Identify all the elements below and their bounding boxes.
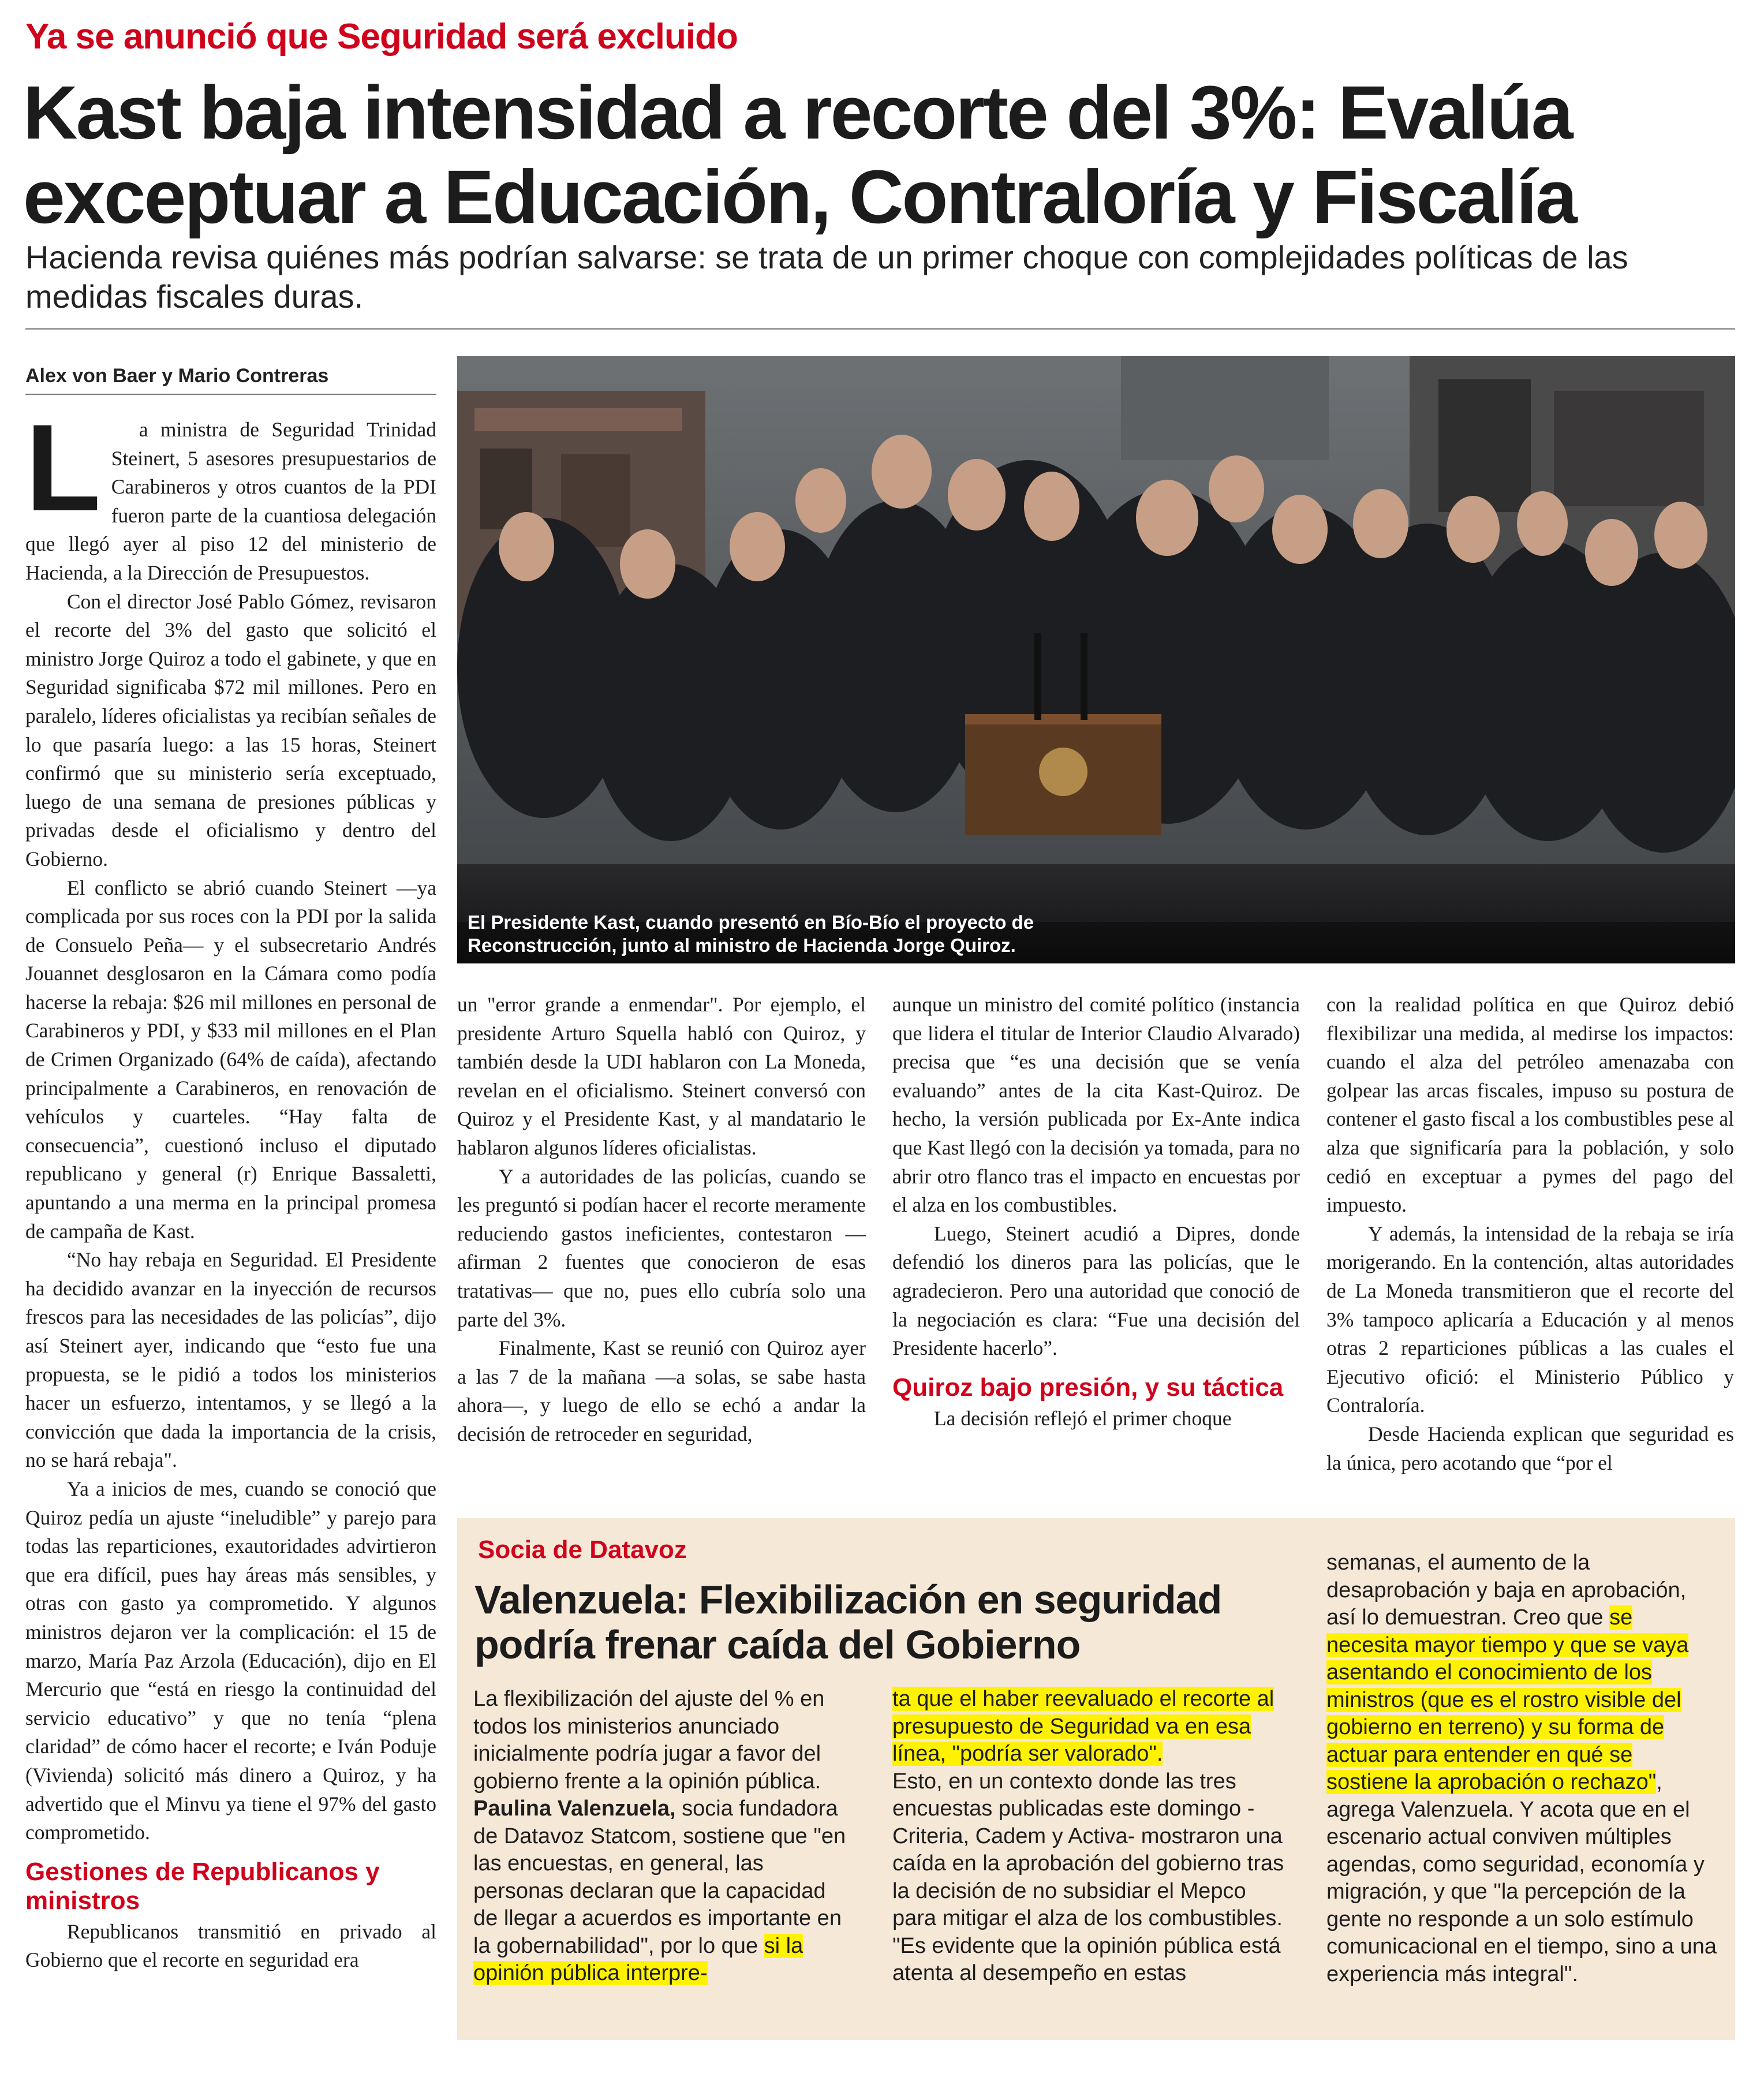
subheading: Quiroz bajo presión, y su táctica [892, 1373, 1284, 1402]
photo [457, 356, 1735, 963]
paragraph: Y a autoridades de las policías, cuando se les preguntó si podían hacer el recorte meramente reduciendo gastos ineficientes, contestaron —afirman 2 fuentes que conocieron de esas tratativas— que no, pues ello cubría solo una parte del 3%. [457, 1164, 866, 1331]
header-divider [25, 328, 1735, 330]
paragraph-text: socia fundadora de Datavoz Statcom, sostiene que "en las encuestas, en general, las personas declaran que la capacidad de llegar a acuerdos es importante en la gobernabilidad", por lo que [473, 1796, 846, 1958]
deck: Hacienda revisa quiénes más podrían salvarse: se trata de un primer choque con complejidades políticas de las medidas fiscales duras. [25, 239, 1628, 315]
paragraph-text: semanas, el aumento de la desaprobación y baja en aprobación, así lo demuestran. Creo que [1326, 1551, 1687, 1630]
byline-divider [25, 394, 436, 395]
article-column-3 [892, 991, 1300, 1433]
paragraph: “No hay rebaja en Seguridad. El Presidente ha decidido avanzar en la inyección de recursos frescos para las necesidades de las policías”, dijo así Steinert ayer, indicando que “esto fue una propuesta, se le pidió a todos los ministerios hacer un esfuerzo, intentamos, y se llegó a la convicción que dada la importancia de la crisis, no se hará rebaja". [25, 1248, 436, 1472]
sidebar-title: Valenzuela: Flexibilización en seguridad podría frenar caída del Gobierno [474, 1577, 1222, 1667]
paragraph [1326, 1549, 1719, 1988]
paragraph: La flexibilización del ajuste del % en todos los ministerios anunciado inicialmente podría jugar a favor del gobierno frente a la opinión pública. [473, 1687, 825, 1794]
paragraph: con la realidad política en que Quiroz debió flexibilizar una medida, al medirse los impactos: cuando el alza del petróleo amenazaba con golpear las arcas fiscales, impuso su postura de contener el gasto fiscal a los combustibles pese al alza que significaría para la población, y solo cedió en exceptuar a pymes del pago del impuesto. [1326, 993, 1734, 1217]
paragraph [473, 1795, 854, 1988]
subheading: Gestiones de Republicanos y ministros [25, 1857, 380, 1915]
sidebar-kicker: Socia de Datavoz [478, 1536, 687, 1564]
article-column-4 [1326, 991, 1734, 1477]
paragraph: La decisión reflejó el primer choque [934, 1406, 1232, 1430]
sidebar-column-1 [473, 1686, 854, 1988]
interviewee-name: Paulina Valenzuela, [473, 1796, 676, 1821]
paragraph: Luego, Steinert acudió a Dipres, donde defendió los dineros para las policías, que le agradecieron. Pero una autoridad que conoció de la negociación es clara: “Fue una decisión del Presidente hacerlo”. [892, 1221, 1300, 1360]
highlighted-text: si la opinión pública interpre- [473, 1933, 803, 1985]
byline: Alex von Baer y Mario Contreras [25, 365, 329, 387]
kicker: Ya se anunció que Seguridad será excluido [25, 17, 738, 57]
sidebar-column-2 [892, 1686, 1291, 1988]
highlighted-text: se necesita mayor tiempo y que se vaya asentando el conocimiento de los ministros (que es el rostro visible del gobierno en terreno) y su forma de actuar para entender en qué se sostiene la aprobación o rechazo" [1326, 1605, 1689, 1794]
paragraph [892, 1686, 1291, 1768]
drop-cap: L [25, 399, 101, 537]
paragraph: Desde Hacienda explican que seguridad es la única, pero acotando que “por el [1326, 1422, 1734, 1474]
paragraph-text: , agrega Valenzuela. Y acota que en el escenario actual conviven múltiples agendas, como seguridad, economía y migración, y que "la percepción de la gente no responde a un solo estímulo comunicacional en el tiempo, sino a una experiencia más integral". [1326, 1770, 1717, 1986]
sidebar-column-3 [1326, 1549, 1719, 1988]
paragraph: "Es evidente que la opinión pública está atenta al desempeño en estas [892, 1933, 1281, 1985]
photo-caption: El Presidente Kast, cuando presentó en Bío-Bío el proyecto de Reconstrucción, junto al ministro de Hacienda Jorge Quiroz. [468, 911, 1034, 956]
paragraph: aunque un ministro del comité político (instancia que lidera el titular de Interior Claudio Alvarado) precisa que “es una decisión que se venía evaluando” antes de la cita Kast-Quiroz. De hecho, la versión publicada por Ex-Ante indica que Kast llegó con la decisión ya tomada, para no abrir otro flanco tras el impacto en encuestas por el alza en los combustibles. [892, 993, 1300, 1217]
paragraph: un "error grande a enmendar". Por ejemplo, el presidente Arturo Squella habló con Quiroz, y también desde la UDI hablaron con La Moneda, revelan en el oficialismo. Steinert conversó con Quiroz y el Presidente Kast, y al mandatario le hablaron algunos líderes oficialistas. [457, 993, 866, 1159]
paragraph: Ya a inicios de mes, cuando se conoció que Quiroz pedía un ajuste “ineludible” y parejo para todas las reparticiones, exautoridades advirtieron que era difícil, pues hay áreas más sensibles, y otras con gasto ya comprometido. Y algunos ministros dejaron ver la complicación: el 15 de marzo, María Paz Arzola (Educación), dijo en El Mercurio que “está en riesgo la continuidad del servicio educativo” y que no tenía “plena claridad” de cómo hacer el recorte; e Iván Poduje (Vivienda) solicitó más dinero a Quiroz, y ha advertido que el Minvu ya tiene el 97% del gasto comprometido. [25, 1477, 436, 1844]
paragraph: Y además, la intensidad de la rebaja se iría morigerando. En la contención, altas autoridades de La Moneda transmitieron que el recorte del 3% tampoco aplicaría a Educación y al menos otras 2 reparticiones públicas a las cuales el Ejecutivo ofició: el Ministerio Público y Contraloría. [1326, 1221, 1734, 1417]
paragraph: Esto, en un contexto donde las tres encuestas publicadas este domingo -Criteria, Cadem y Activa- mostraron una caída en la aprobación del gobierno tras la decisión de no subsidiar el Mepco para mitigar el alza de los combustibles. [892, 1769, 1284, 1930]
paragraph: a ministra de Seguridad Trinidad Steinert, 5 asesores presupuestarios de Carabineros y otros cuantos de la PDI fueron parte de la cuantiosa delegación que llegó ayer al piso 12 del ministerio de Hacienda, a la Dirección de Presupuestos. [25, 418, 436, 584]
article-column-1 [25, 399, 436, 1975]
paragraph: El conflicto se abrió cuando Steinert —ya complicada por sus roces con la PDI por la salida de Consuelo Peña— y el subsecretario Andrés Jouannet desglosaron en la Cámara como podía hacerse la rebaja: $26 mil millones en personal de Carabineros y PDI, y $33 mil millones en el Plan de Crimen Organizado (64% de caída), afectando principalmente a Carabineros, en renovación de vehículos y cuarteles. “Hay falta de consecuencia”, cuestionó incluso el diputado republicano y general (r) Enrique Bassaletti, apuntando a una merma en la principal promesa de campaña de Kast. [25, 876, 436, 1243]
highlighted-text: ta que el haber reevaluado el recorte al presupuesto de Seguridad va en esa línea, "podría ser valorado". [892, 1687, 1275, 1766]
paragraph: Con el director José Pablo Gómez, revisaron el recorte del 3% del gasto que solicitó el ministro Jorge Quiroz a todo el gabinete, y que en Seguridad significaba $72 mil millones. Pero en paralelo, líderes oficialistas ya recibían señales de lo que pasaría luego: a las 15 horas, Steinert confirmó que su ministerio sería exceptuado, luego de una semana de presiones públicas y privadas desde el oficialismo y dentro del Gobierno. [25, 589, 436, 871]
press-conference-photo [457, 356, 1735, 963]
article-column-2 [457, 991, 866, 1449]
paragraph: Republicanos transmitió en privado al Gobierno que el recorte en seguridad era [25, 1919, 436, 1972]
paragraph: Finalmente, Kast se reunió con Quiroz ayer a las 7 de la mañana —a solas, se sabe hasta ahora—, y luego de ello se echó a andar la decisión de retroceder en seguridad, [457, 1336, 866, 1445]
headline: Kast baja intensidad a recorte del 3%: Evalúa exceptuar a Educación, Contraloría y Fiscalía [23, 70, 1576, 239]
